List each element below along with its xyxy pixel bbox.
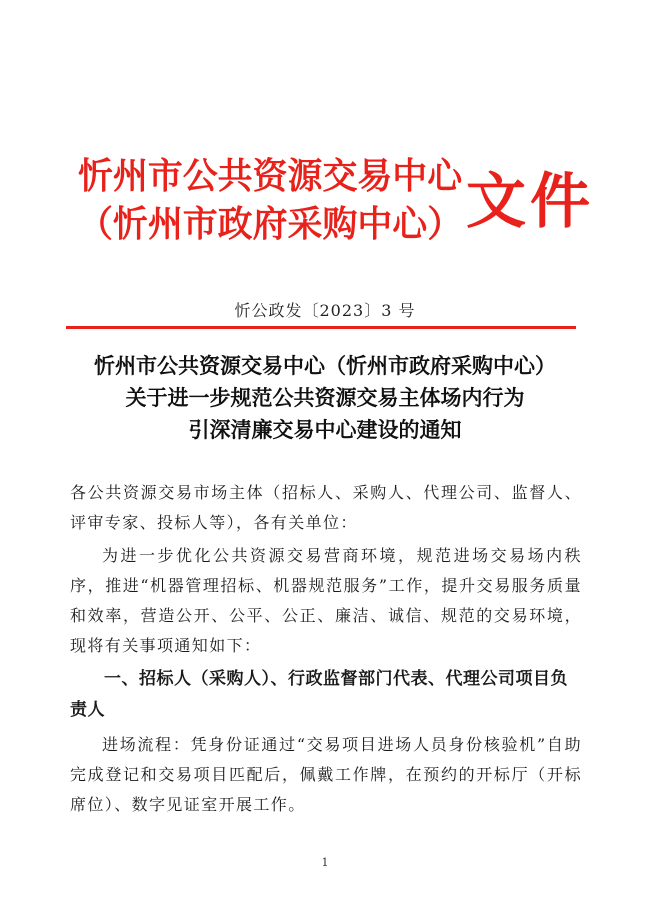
document-number: 忻公政发〔2023〕3 号 <box>234 301 416 320</box>
header-issuer-line-1: 忻州市公共资源交易中心 <box>78 155 463 197</box>
notice-title-line-1: 忻州市公共资源交易中心（忻州市政府采购中心） <box>94 353 556 378</box>
notice-title-line-2: 关于进一步规范公共资源交易主体场内行为 <box>125 385 525 410</box>
notice-title-line-3: 引深清廉交易中心建设的通知 <box>188 417 462 442</box>
header-issuer-line-2: （忻州市政府采购中心） <box>78 203 463 245</box>
document-header <box>78 150 594 250</box>
notice-title <box>40 350 610 446</box>
section-1-paragraph: 进场流程：凭身份证通过“交易项目进场人员身份核验机”自助完成登记和交易项目匹配后，佩戴工作牌，在预约的开标厅（开标席位）、数字见证室开展工作。 <box>70 735 582 814</box>
salutation: 各公共资源交易市场主体（招标人、采购人、代理公司、监督人、评审专家、投标人等），各有关单位： <box>70 483 582 532</box>
red-divider-line <box>66 326 576 329</box>
page-number: 1 <box>321 856 329 869</box>
header-document-label: 文件 <box>466 167 594 237</box>
document-body <box>70 478 582 823</box>
intro-paragraph: 为进一步优化公共资源交易营商环境，规范进场交易场内秩序，推进“机器管理招标、机器规范服务”工作，提升交易服务质量和效率，营造公开、公平、公正、廉洁、诚信、规范的交易环境，现将有关事项通知如下： <box>70 546 582 655</box>
section-1-heading: 一、招标人（采购人）、行政监督部门代表、代理公司项目负责人 <box>70 669 568 720</box>
